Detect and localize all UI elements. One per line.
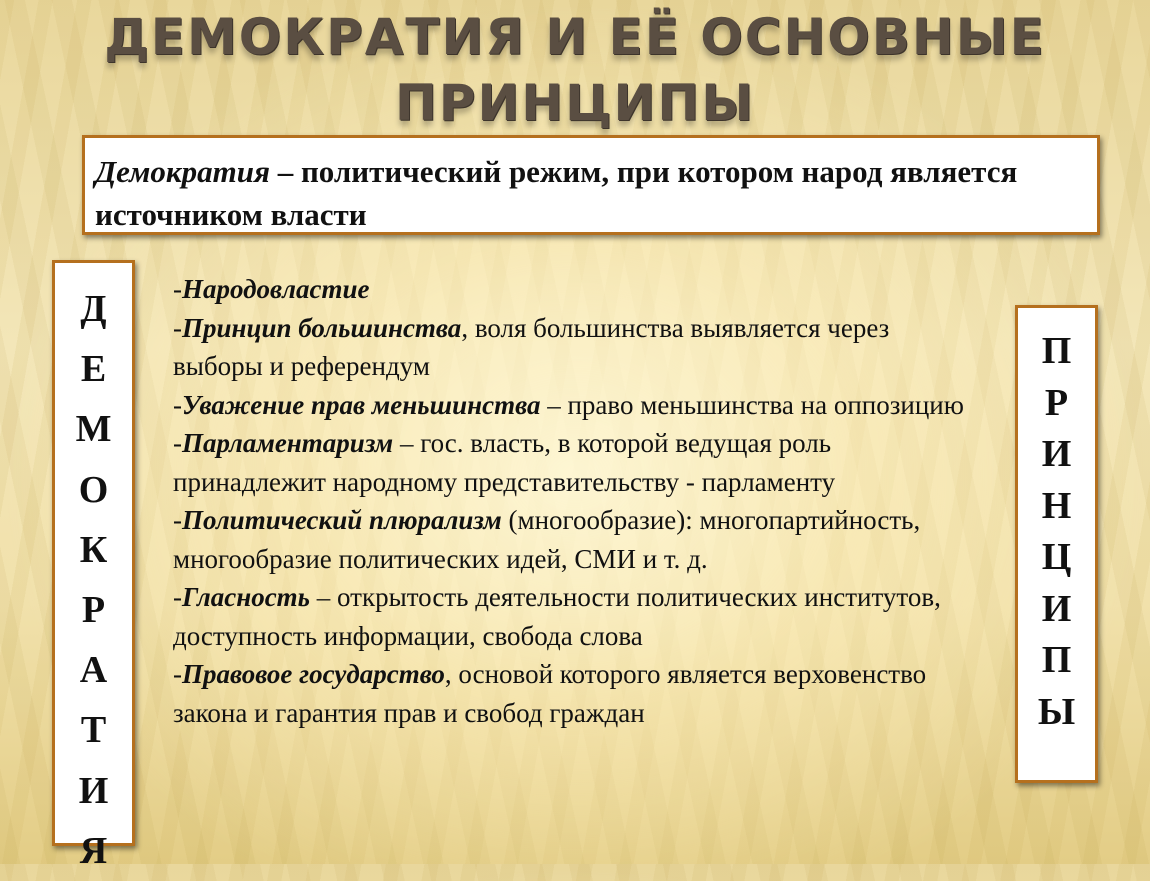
principle-item: [173, 386, 983, 425]
principle-text: , основой которого является верховенство закона и гарантия прав и свобод граждан: [173, 659, 927, 728]
letter: П: [1041, 639, 1072, 681]
principle-item: [173, 578, 983, 655]
item-dash: -: [173, 389, 182, 420]
letter: М: [75, 408, 112, 451]
principle-item: [173, 501, 983, 578]
principle-text: – право меньшинства на оппозицию: [540, 389, 964, 420]
principle-term: Политический плюрализм: [182, 505, 502, 535]
principle-text: , воля большинства выявляется через выборы и референдум: [173, 312, 890, 381]
letter: И: [78, 769, 109, 812]
letter: А: [79, 649, 108, 692]
page-title-line-1: ДЕМОКРАТИЯ И ЕЁ ОСНОВНЫЕ: [104, 8, 1046, 66]
page-title: [0, 4, 1150, 136]
principle-term: Гласность: [182, 582, 311, 612]
page-title-line-2: ПРИНЦИПЫ: [394, 74, 756, 132]
principle-item: [173, 270, 983, 309]
letter: И: [1041, 587, 1072, 630]
principle-term: Парламентаризм: [182, 428, 394, 458]
principle-item: [173, 655, 983, 732]
vertical-word-democracy: [52, 260, 135, 872]
principle-text: (многообразие): многопартийность, многообразие политических идей, СМИ и т. д.: [173, 505, 921, 574]
principle-term: Принцип большинства: [182, 312, 462, 343]
item-dash: -: [173, 505, 182, 535]
letter: Е: [80, 348, 107, 391]
definition-term: Демократия: [95, 154, 270, 189]
item-dash: -: [173, 428, 182, 458]
principle-text: – открытость деятельности политических институтов, доступность информации, свобода слова: [173, 582, 941, 651]
letter: Ы: [1037, 690, 1076, 733]
principle-term: Народовластие: [182, 274, 370, 304]
letter: Я: [79, 829, 108, 872]
principle-item: [173, 309, 983, 386]
item-dash: -: [173, 312, 182, 343]
letter: К: [79, 528, 108, 571]
principle-term: Правовое государство: [182, 659, 445, 689]
principles-list: [173, 270, 983, 732]
item-dash: -: [173, 659, 182, 689]
principle-text: – гос. власть, в которой ведущая роль принадлежит народному представительству - парламенту: [173, 428, 836, 497]
definition-text: – политический режим, при котором народ является источником власти: [95, 154, 1018, 232]
item-dash: -: [173, 582, 182, 612]
letter: И: [1041, 433, 1072, 475]
definition-box: [82, 135, 1100, 235]
letter: П: [1041, 330, 1072, 372]
principle-term: Уважение прав меньшинства: [182, 389, 541, 420]
vertical-word-principles: [1015, 305, 1098, 783]
item-dash: -: [173, 274, 182, 304]
letter: Т: [80, 709, 107, 752]
letter: Р: [1044, 381, 1069, 424]
letter: Ц: [1041, 536, 1072, 578]
letter: О: [78, 468, 109, 511]
principle-item: [173, 424, 983, 501]
letter: Н: [1041, 484, 1072, 527]
letter: Д: [80, 288, 107, 330]
letter: Р: [81, 588, 106, 631]
